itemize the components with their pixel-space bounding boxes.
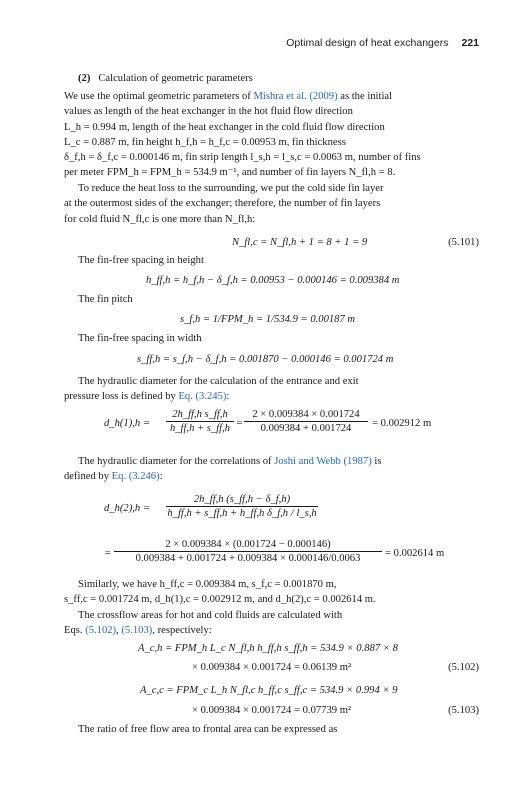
citation-link[interactable]: Mishra et al. (2009) [253,91,338,102]
closing-sentence: The ratio of free flow area to frontal area can be expressed as [78,724,338,735]
equation-link[interactable]: (5.102) [85,624,117,636]
paragraph-cold-side-values [64,577,478,638]
equation-number: (5.103) [448,705,479,716]
running-head [286,37,479,49]
label-fin-free-height: The fin-free spacing in height [78,255,204,266]
dh2-symbolic-fraction [166,494,318,519]
section-number: (2) [78,73,91,84]
paragraph-hydraulic-diameter-2 [64,454,478,485]
dh1-symbolic-fraction [166,409,234,434]
equals-sign: = [104,548,112,559]
text-line: s_ff,c = 0.001724 m, d_h(1),c = 0.002912 m, and d_h(2),c = 0.002614 m. [64,594,376,606]
equation-fin-free-height: h_ff,h = h_f,h − δ_f,h = 0.00953 − 0.000146 = 0.009384 m [146,275,400,286]
text-line: We use the optimal geometric parameters of Mishra et al. (2009) as the initial [64,91,393,102]
citation-link[interactable]: Joshi and Webb (1987) [274,456,372,467]
equation-5-101: N_fl,c = N_fl,h + 1 = 8 + 1 = 9 [232,237,368,248]
label-fin-pitch: The fin pitch [78,294,133,305]
dh1-result: = 0.002912 m [372,418,432,429]
equation-link[interactable]: (5.103) [121,624,153,636]
fraction-denominator: 0.009384 + 0.001724 [260,423,352,434]
label-fin-free-width: The fin-free spacing in width [78,333,202,344]
text-line: pressure loss is defined by Eq. (3.245): [64,391,230,403]
dh2-lhs: d_h(2),h = [104,503,150,514]
fraction-numerator: 2 × 0.009384 × (0.001724 − 0.000146) [165,539,331,550]
text-line: The crossflow areas for hot and cold fluids are calculated with [78,609,343,621]
text-line: L_c = 0.887 m, fin height h_f,h = h_f,c = 0.00953 m, fin thickness [64,136,346,148]
text-line: Similarly, we have h_ff,c = 0.009384 m, s_f,c = 0.001870 m, [78,579,337,590]
fraction-denominator: 0.009384 + 0.001724 + 0.009384 × 0.000146/0.0063 [135,553,361,564]
text-line: L_h = 0.994 m, length of the heat exchanger in the cold fluid flow direction [64,121,385,133]
equation-5-102-line2: × 0.009384 × 0.001724 = 0.06139 m² [192,662,352,673]
equation-number: (5.101) [448,237,479,248]
fraction-numerator: 2h_ff,h (s_ff,h − δ_f,h) [193,494,291,505]
running-head-title: Optimal design of heat exchangers [286,37,449,49]
equation-number: (5.102) [448,662,479,673]
equation-5-102-line1: A_c,h = FPM_h L_c N_fl,h h_ff,h s_ff,h = 534.9 × 0.887 × 8 [138,643,398,654]
equals-sign: = [236,418,244,429]
section-heading [78,73,253,84]
fraction-numerator: 2 × 0.009384 × 0.001724 [252,409,360,420]
equation-5-103-line1: A_c,c = FPM_c L_h N_fl,c h_ff,c s_ff,c = 534.9 × 0.994 × 9 [140,685,398,696]
fraction-denominator: h_ff,h + s_ff,h + h_ff,h δ_f,h / l_s,h [167,508,317,519]
equation-link[interactable]: Eq. (3.246) [111,471,160,483]
text-line: for cold fluid N_fl,c is one more than N_fl,h: [64,213,256,225]
text-line: per meter FPM_h = FPM_h = 534.9 m⁻¹, and number of fin layers N_fl,h = 8. [64,167,396,179]
paragraph-hydraulic-diameter-1 [64,374,478,405]
text-line: at the outermost sides of the exchanger; therefore, the number of fin layers [64,198,381,210]
section-title: Calculation of geometric parameters [98,73,253,84]
text-line: The hydraulic diameter for the calculation of the entrance and exit [78,376,359,387]
equation-5-103-line2: × 0.009384 × 0.001724 = 0.07739 m² [192,705,352,716]
dh2-numeric-fraction [114,539,382,564]
equation-fin-free-width: s_ff,h = s_f,h − δ_f,h = 0.001870 − 0.000146 = 0.001724 m [137,354,394,365]
dh2-result: = 0.002614 m [385,548,445,559]
page-number: 221 [461,37,479,49]
paragraph-fin-layers [64,181,478,227]
text-line: values as length of the heat exchanger in the hot fluid flow direction [64,106,353,118]
dh1-lhs: d_h(1),h = [104,418,150,429]
text-line: To reduce the heat loss to the surrounding, we put the cold side fin layer [78,183,384,194]
fraction-numerator: 2h_ff,h s_ff,h [172,409,228,420]
text-line: Eqs. (5.102), (5.103), respectively: [64,624,212,636]
text-line: The hydraulic diameter for the correlations of Joshi and Webb (1987) is [78,456,382,467]
text-line: defined by Eq. (3.246): [64,471,163,483]
equation-link[interactable]: Eq. (3.245) [178,391,227,403]
dh1-numeric-fraction [244,409,368,434]
text-line: δ_f,h = δ_f,c = 0.000146 m, fin strip length l_s,h = l_s,c = 0.0063 m, number of fins [64,152,421,164]
paragraph-initial-parameters [64,89,478,181]
fraction-denominator: h_ff,h + s_ff,h [169,423,231,434]
equation-fin-pitch: s_f,h = 1/FPM_h = 1/534.9 = 0.00187 m [180,314,356,325]
